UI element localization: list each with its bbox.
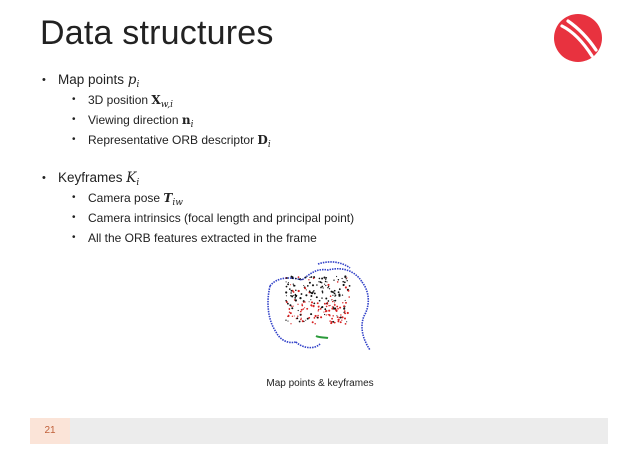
map-point [333,307,334,308]
map-point [296,317,298,319]
sub-bullet-orb-features [40,228,600,248]
map-point [344,310,346,312]
map-point [290,292,291,293]
bullet-list [40,70,600,248]
map-point [317,302,319,304]
map-point [287,321,288,322]
map-point [310,276,312,278]
map-point [343,305,345,307]
bullet-label: Keyframes [58,170,127,185]
sub-bullet-3d-position [40,90,600,110]
map-point [349,285,351,287]
map-point [301,309,303,311]
map-point [293,285,295,287]
map-point [331,291,333,293]
map-point [344,317,346,319]
map-point [295,278,297,280]
map-point [300,319,302,321]
map-point [290,323,291,324]
map-point [319,300,321,302]
map-point [332,315,333,316]
map-point [332,295,333,296]
map-point [341,316,343,318]
map-point [321,278,323,280]
map-point [323,287,324,288]
map-point [301,293,303,295]
map-point [306,308,308,310]
map-point [330,295,332,297]
map-point [302,305,303,306]
map-point [318,281,319,282]
map-point [309,301,310,302]
map-point [314,323,316,325]
math-symbol: T [163,191,173,205]
math-subscript: iw [172,198,183,208]
map-point [295,290,297,292]
map-point [326,281,327,282]
map-point [339,307,341,309]
map-point [305,294,307,296]
map-point [335,300,337,302]
page-number: 21 [30,418,70,444]
map-point [305,320,306,321]
map-point [314,317,316,319]
map-point [289,288,291,290]
map-point [316,284,318,286]
map-point [289,311,290,312]
map-point [338,291,340,293]
math-subscript: i [136,80,140,90]
map-point [303,301,304,302]
map-point [338,295,340,297]
map-point [310,299,311,300]
map-point [323,312,324,313]
map-point [344,312,346,314]
map-point [298,310,299,311]
map-point [348,296,350,298]
map-point [342,281,344,283]
keyframe-trajectory [316,336,328,338]
bullet-label: Map points [58,72,128,87]
map-point [347,280,348,281]
map-point [291,306,292,307]
map-point [329,288,330,289]
keyframe-path [268,286,296,343]
math-symbol: n [181,113,191,127]
map-point [293,284,294,285]
map-point [285,291,287,293]
map-point [311,301,313,303]
math-symbol: p [127,72,137,88]
map-point [327,284,329,286]
bullet-dot: • [72,192,76,203]
map-point [312,321,314,323]
keyframe-path [318,262,350,268]
map-point [343,284,345,286]
map-point [323,277,325,279]
map-point [288,282,289,283]
figure-caption: Map points & keyframes [266,378,374,389]
map-point [325,310,327,312]
map-point [297,316,298,317]
sub-bullet-text: Camera intrinsics (focal length and principal point) [88,211,355,225]
spacer [40,150,600,168]
map-point [337,316,339,318]
bullet-dot: • [72,134,76,145]
map-point [307,285,309,287]
map-point [311,292,313,294]
map-point [292,316,293,317]
map-point [336,306,338,308]
map-point [326,303,327,304]
map-point [324,284,325,285]
math-symbol: D [257,133,268,147]
map-point [298,276,300,278]
map-point [325,298,327,300]
map-point [313,277,315,279]
map-point [328,305,330,307]
map-point [293,295,294,296]
map-point [344,281,346,283]
map-point [309,282,311,284]
map-point [334,290,336,292]
sub-bullet-camera-intrinsics [40,208,600,228]
map-point [326,314,327,315]
map-point [316,296,318,298]
map-point [334,322,336,324]
map-point [299,297,301,299]
map-point [333,280,334,281]
bullet-keyframes [40,168,600,188]
map-point [292,276,294,278]
map-point [286,277,288,279]
map-points-keyframes-figure [258,258,382,362]
map-point [290,284,291,285]
map-point [301,318,302,319]
map-point [318,310,319,311]
map-point [348,290,350,292]
map-points [285,275,350,324]
map-point [339,288,341,290]
map-point [299,321,301,323]
map-point [332,301,333,302]
map-point [295,299,296,300]
map-point [325,278,326,279]
map-point [335,294,337,296]
bullet-dot: • [42,74,46,86]
map-point [328,310,330,312]
map-point [303,285,304,286]
map-point [324,303,326,305]
logo-icon [552,12,604,64]
map-point [303,321,304,322]
map-point [306,289,307,290]
map-point [286,295,287,296]
sub-bullet-text: Camera pose [88,191,164,205]
map-point [315,315,317,317]
map-point [314,292,316,294]
map-point [334,304,336,306]
map-point [334,292,336,294]
map-point [291,295,293,297]
map-point [321,297,322,298]
map-point [324,314,325,315]
map-point [345,286,347,288]
map-point [291,307,293,309]
map-point [344,276,346,278]
map-point [304,287,306,289]
map-point [331,308,333,310]
map-point [336,310,338,312]
map-point [321,286,323,288]
map-point [303,308,305,310]
map-point [326,277,328,279]
map-point [289,304,291,306]
map-point [299,278,301,280]
map-point [346,321,347,322]
map-point [318,309,319,310]
map-point [301,314,302,315]
math-symbol: K [126,170,137,186]
map-point [312,284,314,286]
map-point [289,308,290,309]
map-point [327,287,328,288]
map-point [337,308,339,310]
map-point [307,318,309,320]
map-point [301,279,302,280]
map-point [310,295,312,297]
keyframe-path [296,342,320,348]
map-point [320,308,322,310]
map-point [309,277,310,278]
map-point [345,302,347,304]
map-point [341,278,342,279]
map-point [331,318,333,320]
map-point [330,305,331,306]
map-point [343,308,345,310]
map-point [298,290,300,292]
keyframe-path [270,269,362,286]
map-point [285,320,286,321]
map-point [293,306,294,307]
map-point [338,279,339,280]
map-point [328,300,330,302]
map-point [297,304,298,305]
map-point [345,300,346,301]
math-subscript: w,i [160,100,174,110]
map-point [337,281,339,283]
keyframe-path [362,282,370,350]
map-point [342,294,343,295]
bullet-dot: • [72,114,76,125]
math-subscript: i [190,120,194,130]
map-point [291,290,293,292]
map-point [328,286,329,287]
map-point [334,302,335,303]
map-point [294,297,296,299]
map-point [304,307,305,308]
map-point [332,299,333,300]
map-point [330,322,332,324]
map-point [318,306,320,308]
map-point [341,319,342,320]
map-point [317,317,319,319]
map-point [313,290,314,291]
map-point [336,276,337,277]
map-point [325,281,327,283]
map-point [320,281,322,283]
map-point [345,323,347,325]
map-point [321,306,323,308]
bullet-dot: • [72,212,76,223]
sub-bullet-text: Viewing direction [88,113,182,127]
map-point [286,286,287,287]
map-point [325,285,326,286]
bullet-map-points [40,70,600,90]
sub-bullet-viewing-direction [40,110,600,130]
map-point [313,305,315,307]
map-point [300,311,302,313]
map-point [346,277,347,278]
map-point [288,315,290,317]
map-point [347,312,349,314]
math-symbol: X [151,93,161,107]
map-point [317,315,319,317]
map-point [329,315,330,316]
bullet-dot: • [42,172,46,184]
map-point [304,301,305,302]
bullet-dot: • [72,94,76,105]
bullet-dot: • [72,232,76,243]
footer-bar [30,418,608,444]
sub-bullet-orb-descriptor [40,130,600,150]
map-point [305,276,307,278]
map-point [340,317,342,319]
math-subscript: i [136,178,140,188]
map-point [326,306,328,308]
map-point [308,279,309,280]
map-point [310,313,312,315]
map-point [337,319,339,321]
sub-bullet-text: 3D position [88,93,152,107]
map-point [320,316,322,318]
map-point [285,300,287,302]
sub-bullet-camera-pose [40,188,600,208]
map-point [342,302,343,303]
map-point [324,308,326,310]
map-point [329,320,330,321]
map-point [309,291,310,292]
trajectory-line [316,336,328,338]
map-point [286,281,287,282]
map-point [336,315,337,316]
map-point [313,303,315,305]
map-point [295,295,297,297]
map-point [322,290,324,292]
map-point [333,308,335,310]
map-point [310,304,312,306]
map-point [287,283,289,285]
map-point [340,314,341,315]
math-subscript: i [267,140,271,150]
sub-bullet-text: Representative ORB descriptor [88,133,258,147]
map-point [287,303,289,305]
map-point [294,315,295,316]
map-point [340,321,342,323]
slide-title: Data structures [40,14,274,52]
map-point [322,292,323,293]
map-point [319,278,321,280]
sub-bullet-text: All the ORB features extracted in the frame [88,231,317,245]
